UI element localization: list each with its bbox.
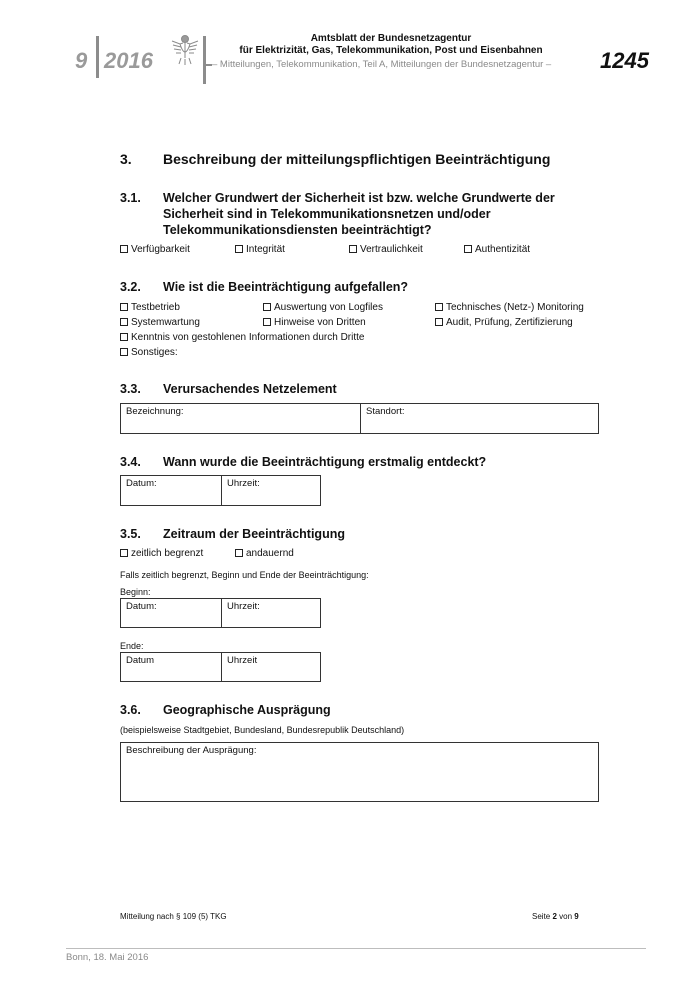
- datum-label: Datum: [126, 655, 154, 666]
- checkbox-icon: [435, 318, 443, 326]
- form-footer-page: [532, 912, 579, 921]
- section-3-title: Beschreibung der mitteilungspflichtigen Beeinträchtigung: [163, 151, 551, 167]
- beginn-uhrzeit-field[interactable]: [221, 599, 320, 627]
- checkbox-vertraulichkeit[interactable]: [349, 244, 423, 255]
- section-3-2-title: Wie ist die Beeinträchtigung aufgefallen?: [163, 280, 409, 294]
- beginn-datum-field[interactable]: [121, 599, 221, 627]
- page-mid: von: [556, 912, 575, 921]
- beginn-label: Beginn:: [120, 587, 151, 597]
- ende-uhrzeit-field[interactable]: [221, 653, 320, 681]
- uhrzeit-label: Uhrzeit:: [227, 601, 260, 612]
- checkbox-audit[interactable]: [435, 317, 573, 328]
- checkbox-label: Technisches (Netz-) Monitoring: [446, 302, 584, 313]
- section-3-5-number: 3.5.: [120, 527, 141, 541]
- gazette-title-line1: Amtsblatt der Bundesnetzagentur: [310, 33, 472, 44]
- section-3-4-title: Wann wurde die Beeinträchtigung erstmalig entdeckt?: [163, 455, 487, 469]
- ende-label: Ende:: [120, 641, 144, 651]
- page-total: 9: [574, 912, 579, 921]
- checkbox-icon: [235, 245, 243, 253]
- section-3-1-title-line3: Telekommunikationsdiensten beeinträchtigt?: [163, 223, 432, 237]
- section-3-4-number: 3.4.: [120, 455, 141, 469]
- entdeckt-table: [120, 475, 321, 506]
- checkbox-sonstiges[interactable]: [120, 347, 178, 358]
- uhrzeit-label: Uhrzeit: [227, 655, 258, 666]
- standort-field[interactable]: [360, 404, 598, 433]
- checkbox-icon: [263, 318, 271, 326]
- auspraegung-cell: [121, 743, 598, 801]
- section-3-3-number: 3.3.: [120, 382, 141, 396]
- checkbox-integritaet[interactable]: [235, 244, 285, 255]
- ende-datum-field[interactable]: [121, 653, 221, 681]
- issue-number: 9: [75, 48, 88, 73]
- section-3-1-title-line2: Sicherheit sind in Telekommunikationsnetzen und/oder: [163, 207, 491, 221]
- ende-table: [120, 652, 321, 682]
- checkbox-label: Audit, Prüfung, Zertifizierung: [446, 317, 573, 328]
- checkbox-label: Verfügbarkeit: [131, 244, 190, 255]
- datum-label: Datum:: [126, 601, 157, 612]
- checkbox-label: Kenntnis von gestohlenen Informationen durch Dritte: [131, 332, 365, 343]
- entdeckt-uhrzeit-field[interactable]: [221, 476, 320, 505]
- issue-year: 2016: [104, 48, 153, 73]
- checkbox-label: Systemwartung: [131, 317, 200, 328]
- section-3-6-number: 3.6.: [120, 703, 141, 717]
- checkbox-label: zeitlich begrenzt: [131, 548, 204, 559]
- beginn-table: [120, 598, 321, 628]
- checkbox-label: Hinweise von Dritten: [274, 317, 366, 328]
- header-divider-left: [96, 36, 99, 78]
- page-current: 2: [552, 912, 557, 921]
- checkbox-hinweise[interactable]: [263, 317, 366, 328]
- gazette-subtitle: – Mitteilungen, Telekommunikation, Teil A, Mitteilungen der Bundesnetzagentur –: [212, 59, 552, 70]
- checkbox-icon: [120, 245, 128, 253]
- bottom-divider: [66, 948, 646, 949]
- checkbox-label: Vertraulichkeit: [360, 244, 423, 255]
- checkbox-andauernd[interactable]: [235, 548, 294, 559]
- uhrzeit-label: Uhrzeit:: [227, 478, 260, 489]
- checkbox-label: Integrität: [246, 244, 285, 255]
- bezeichnung-label: Bezeichnung:: [126, 406, 184, 417]
- form-footer-left: Mitteilung nach § 109 (5) TKG: [120, 912, 227, 921]
- checkbox-icon: [263, 303, 271, 311]
- section-3-1-number: 3.1.: [120, 191, 141, 205]
- netzelement-table: [120, 403, 599, 434]
- gazette-title: [206, 33, 576, 57]
- geographie-note: (beispielsweise Stadtgebiet, Bundesland, Bundesrepublik Deutschland): [120, 725, 405, 735]
- standort-label: Standort:: [366, 406, 405, 417]
- checkbox-monitoring[interactable]: [435, 302, 584, 313]
- section-3-2-number: 3.2.: [120, 280, 141, 294]
- checkbox-label: Authentizität: [475, 244, 531, 255]
- checkbox-icon: [120, 549, 128, 557]
- federal-eagle-icon: [170, 32, 200, 66]
- checkbox-label: Testbetrieb: [131, 302, 180, 313]
- auspraegung-field[interactable]: [120, 742, 599, 802]
- section-3-5-title: Zeitraum der Beeinträchtigung: [163, 527, 345, 541]
- zeitraum-note: Falls zeitlich begrenzt, Beginn und Ende der Beeinträchtigung:: [120, 570, 369, 580]
- datum-label: Datum:: [126, 478, 157, 489]
- checkbox-label: andauernd: [246, 548, 294, 559]
- checkbox-testbetrieb[interactable]: [120, 302, 180, 313]
- checkbox-icon: [120, 318, 128, 326]
- place-date: Bonn, 18. Mai 2016: [66, 952, 149, 963]
- page-prefix: Seite: [532, 912, 553, 921]
- checkbox-icon: [435, 303, 443, 311]
- checkbox-label: Sonstiges:: [131, 347, 178, 358]
- checkbox-systemwartung[interactable]: [120, 317, 200, 328]
- checkbox-icon: [464, 245, 472, 253]
- checkbox-icon: [120, 348, 128, 356]
- section-3-number: 3.: [120, 151, 132, 167]
- checkbox-logfiles[interactable]: [263, 302, 383, 313]
- checkbox-authentizitaet[interactable]: [464, 244, 530, 255]
- checkbox-zeitlich-begrenzt[interactable]: [120, 548, 203, 559]
- checkbox-kenntnis[interactable]: [120, 332, 364, 343]
- section-3-6-title: Geographische Ausprägung: [163, 703, 331, 717]
- checkbox-icon: [120, 333, 128, 341]
- bezeichnung-field[interactable]: [121, 404, 360, 433]
- section-3-1-title: [163, 190, 583, 238]
- auspraegung-label: Beschreibung der Ausprägung:: [126, 745, 257, 756]
- entdeckt-datum-field[interactable]: [121, 476, 221, 505]
- section-3-3-title: Verursachendes Netzelement: [163, 382, 337, 396]
- checkbox-label: Auswertung von Logfiles: [274, 302, 383, 313]
- checkbox-icon: [349, 245, 357, 253]
- section-3-1-title-line1: Welcher Grundwert der Sicherheit ist bzw. welche Grundwerte der: [163, 191, 555, 205]
- gazette-title-line2: für Elektrizität, Gas, Telekommunikation, Post und Eisenbahnen: [239, 45, 543, 56]
- checkbox-icon: [120, 303, 128, 311]
- page-number: 1245: [600, 48, 649, 73]
- checkbox-icon: [235, 549, 243, 557]
- checkbox-verfuegbarkeit[interactable]: [120, 244, 190, 255]
